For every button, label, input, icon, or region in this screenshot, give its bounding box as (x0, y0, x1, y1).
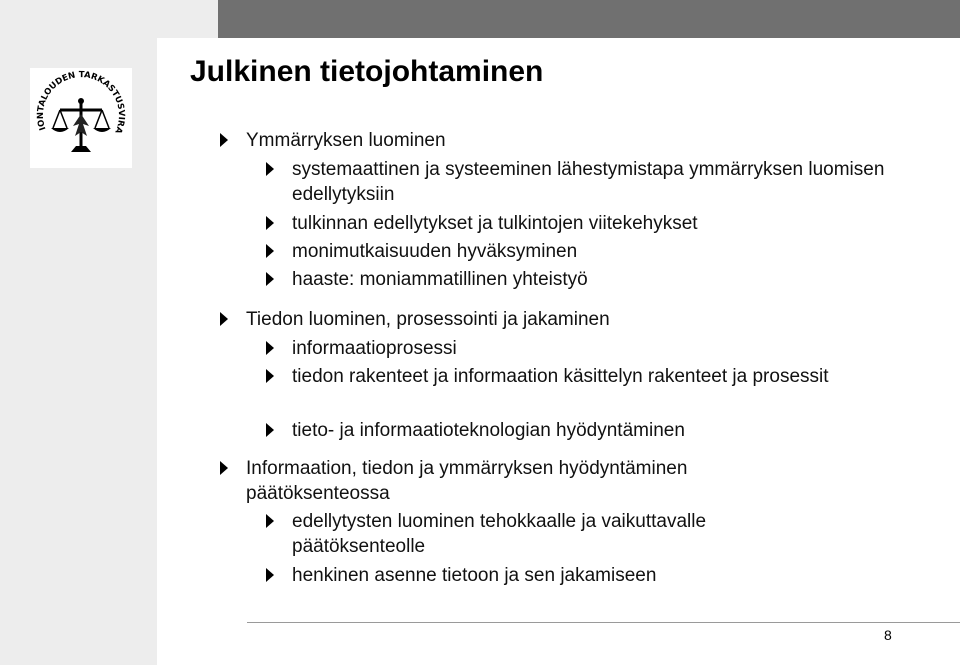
bullet-arrow-icon (266, 272, 274, 286)
bullet-arrow-icon (266, 216, 274, 230)
bullet-arrow-icon (266, 341, 274, 355)
bullet-item: Ymmärryksen luominen (246, 130, 446, 151)
sub-bullet-item: tieto- ja informaatioteknologian hyödyntäminen (292, 420, 685, 441)
bullet-arrow-icon (266, 514, 274, 528)
bullet-arrow-icon (266, 568, 274, 582)
svg-text:VALTIONTALOUDEN TARKASTUSVIRAS: IONTALOUDEN TARKASTUSVIRA (35, 70, 127, 135)
bullet-arrow-icon (220, 133, 228, 147)
top-bar-dark (218, 0, 960, 38)
sub-bullet-item: henkinen asenne tietoon ja sen jakamiseen (292, 565, 657, 586)
bullet-arrow-icon (266, 162, 274, 176)
sub-bullet-item: monimutkaisuuden hyväksyminen (292, 241, 578, 262)
sub-bullet-item: tulkinnan edellytykset ja tulkintojen viitekehykset (292, 213, 698, 234)
bullet-arrow-icon (220, 461, 228, 475)
sub-bullet-item: informaatioprosessi (292, 338, 457, 359)
bullet-arrow-icon (266, 423, 274, 437)
sub-bullet-item: edellytysten luominen tehokkaalle ja vaikuttavalle päätöksenteolle (292, 511, 707, 557)
bullet-item: Tiedon luominen, prosessointi ja jakaminen (246, 309, 610, 330)
slide-title: Julkinen tietojohtaminen (190, 55, 544, 88)
agency-logo (30, 68, 132, 168)
bullet-arrow-icon (220, 312, 228, 326)
bullet-arrow-icon (266, 369, 274, 383)
footer-divider (247, 622, 960, 623)
top-bar-light (157, 0, 218, 38)
bullet-item: Informaation, tiedon ja ymmärryksen hyödyntäminen päätöksenteossa (246, 458, 688, 504)
sub-bullet-item: systemaattinen ja systeeminen lähestymistapa ymmärryksen luomisen edellytyksiin (292, 159, 885, 205)
bullet-arrow-icon (266, 244, 274, 258)
page-number: 8 (884, 627, 892, 643)
sub-bullet-item: tiedon rakenteet ja informaation käsittelyn rakenteet ja prosessit (292, 366, 829, 387)
sub-bullet-item: haaste: moniammatillinen yhteistyö (292, 269, 588, 290)
